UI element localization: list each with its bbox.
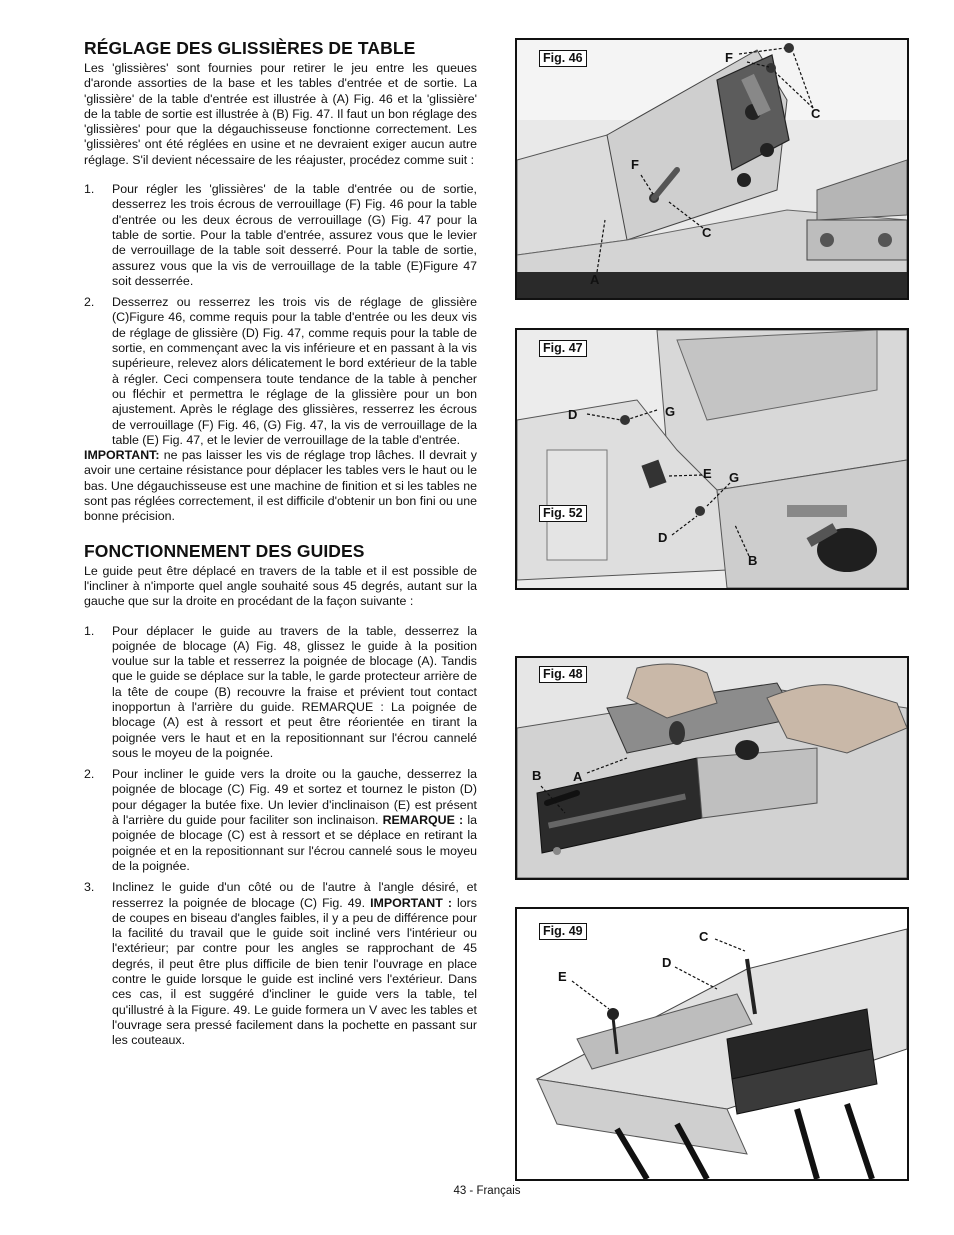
glissieres-steps [84, 182, 477, 448]
callout-c: C [699, 929, 709, 944]
figure-49-photo [517, 909, 907, 1179]
section-title-guides: FONCTIONNEMENT DES GUIDES [84, 540, 365, 561]
figure-47 [515, 328, 909, 590]
list-item: 1. Pour déplacer le guide au travers de la table, desserrez la poignée de blocage (A) Fig. 48, glissez le guide à la position voulue sur la table et resserrez la poignée de blocage (A). Tandis que le guide se déplace sur la table, le garde protecteur arrière de la tête de coupe (B) recouvre la fraise et prévient tout contact inopportun à l'arrière du guide. REMARQUE : La poignée de blocage (A) est à ressort et peut être réorientée en tirant la poignée vers le haut et en la repositionnant sur l'écrou cannelé sous le moyeu de la poignée. [84, 623, 477, 760]
callout-g-top: G [665, 404, 676, 419]
list-item: 2. Desserrez ou resserrez les trois vis de réglage de glissière (C)Figure 46, comme requis pour la table d'entrée ou les deux vis de réglage de glissière (D) Fig. 47, comme requis pour la table de sortie, en commençant avec la vis inférieure et en passant à la vis supérieure, relevez alors délicatement le bord extérieur de la table à régler. Ceci compensera toute tendance de la table à pencher ou fléchir et permettra le réglage de la glissière pour un bon ajustement. Après le réglage des glissières, resserrez les écrous de verrouillage (F) Fig. 46, (G) Fig. 47, la vis de verrouillage de la table (E) Fig. 47, et le levier de verrouillage de la table d'entrée. [84, 295, 477, 447]
page-footer: 43 - Français [453, 1185, 521, 1197]
figure-47-label: Fig. 47 [539, 340, 587, 357]
figure-46 [515, 38, 909, 300]
callout-g-right: G [729, 470, 740, 485]
callout-e: E [558, 969, 567, 984]
callout-d-top: D [568, 407, 578, 422]
figure-48 [515, 656, 909, 880]
text-column [84, 38, 477, 1049]
callout-a: A [590, 272, 600, 287]
callout-b: B [532, 768, 542, 783]
list-item: 3. Inclinez le guide d'un côté ou de l'autre à l'angle désiré, et resserrez la poignée de blocage (C) Fig. 49. IMPORTANT : lors de coupes en biseau d'angles faibles, il y a peu de différence pour la facilité du travail que le guide soit incliné vers l'intérieur ou l'extérieur; par contre pour les angles se rapprochant de 45 degrés, il peut être plus difficile de bien tenir l'ouvrage en place contre le guide lorsque le guide est incliné vers l'extérieur. Dans ces cas, il est suggéré d'incliner le guide vers la table, tel qu'illustré à la Figure. 49. Le guide formera un V avec les tables et l'ouvrage sera pressé facilement dans la pochette en passant sur les couteaux. [84, 880, 477, 1048]
callout-f-top: F [725, 50, 733, 65]
list-item: 2. Pour incliner le guide vers la droite ou la gauche, desserrez la poignée de blocage (C) Fig. 49 et sortez et tournez le piston (D) pour dégager la butée fixe. Un levier d'inclinaison (E) est présent à l'arrière du guide pour faciliter son inclinaison. REMARQUE : la poignée de blocage (C) est à ressort et se déplace en retirant la poignée et en la repositionnant sur l'écrou cannelé sous le moyeu de la poignée. [84, 767, 477, 873]
callout-a: A [573, 769, 583, 784]
callout-d: D [662, 955, 672, 970]
section-title-glissieres: RÉGLAGE DES GLISSIÈRES DE TABLE [84, 38, 416, 58]
figure-46-photo [517, 40, 907, 298]
guides-steps [84, 624, 477, 1049]
callout-f-mid: F [631, 157, 639, 172]
callout-c-mid: C [702, 225, 712, 240]
figure-49 [515, 907, 909, 1181]
figure-49-label: Fig. 49 [539, 923, 587, 940]
figure-48-label: Fig. 48 [539, 666, 587, 683]
glissieres-important: IMPORTANT: ne pas laisser les vis de réglage trop lâches. Il devrait y avoir une certaine résistance pour déplacer les tables vers le haut ou le bas. Une dégauchisseuse est une machine de finition et si les tables ne sont pas réglées correctement, il est difficile d'obtenir un bon fini ou une bonne précision. [84, 448, 477, 524]
figure-46-label: Fig. 46 [539, 50, 587, 67]
callout-e: E [703, 466, 712, 481]
callout-d-bottom: D [658, 530, 668, 545]
callout-c-right: C [811, 106, 821, 121]
figure-52-label: Fig. 52 [539, 505, 587, 522]
callout-b: B [748, 553, 758, 568]
list-item: 1. Pour régler les 'glissières' de la table d'entrée ou de sortie, desserrez les trois écrous de verrouillage (F) Fig. 46 pour la table d'entrée ou les deux écrous de verrouillage (G) Fig. 47 pour la table de sortie. Pour la table d'entrée, assurez vous que le levier de verrouillage de la table soit desserré. Pour la table de sortie, assurez vous que la vis de verrouillage de la table (E)Figure 47 soit desserrée. [84, 182, 477, 288]
figure-48-photo [517, 658, 907, 878]
guides-intro: Le guide peut être déplacé en travers de la table et il est possible de l'incliner à n'importe quel angle souhaité sous 45 degrés, autant sur la gauche que sur la droite en procédant de la façon suivante : [84, 563, 477, 609]
figure-47-photo [517, 330, 907, 588]
glissieres-intro: Les 'glissières' sont fournies pour retirer le jeu entre les queues d'aronde assorties de la base et les tables d'entrée et de sortie. La 'glissière' de la table d'entrée est illustrée à (A) Fig. 46 et la 'glissière' de la table de sortie est illustrée à (B) Fig. 47. Il faut un bon réglage des 'glissières' pour que la dégauchisseuse fonctionne correctement. Les 'glissières' ont été réglées en usine et ne devraient exiger aucun autre réglage. S'il devient nécessaire de les réajuster, procédez comme suit : [84, 61, 477, 167]
